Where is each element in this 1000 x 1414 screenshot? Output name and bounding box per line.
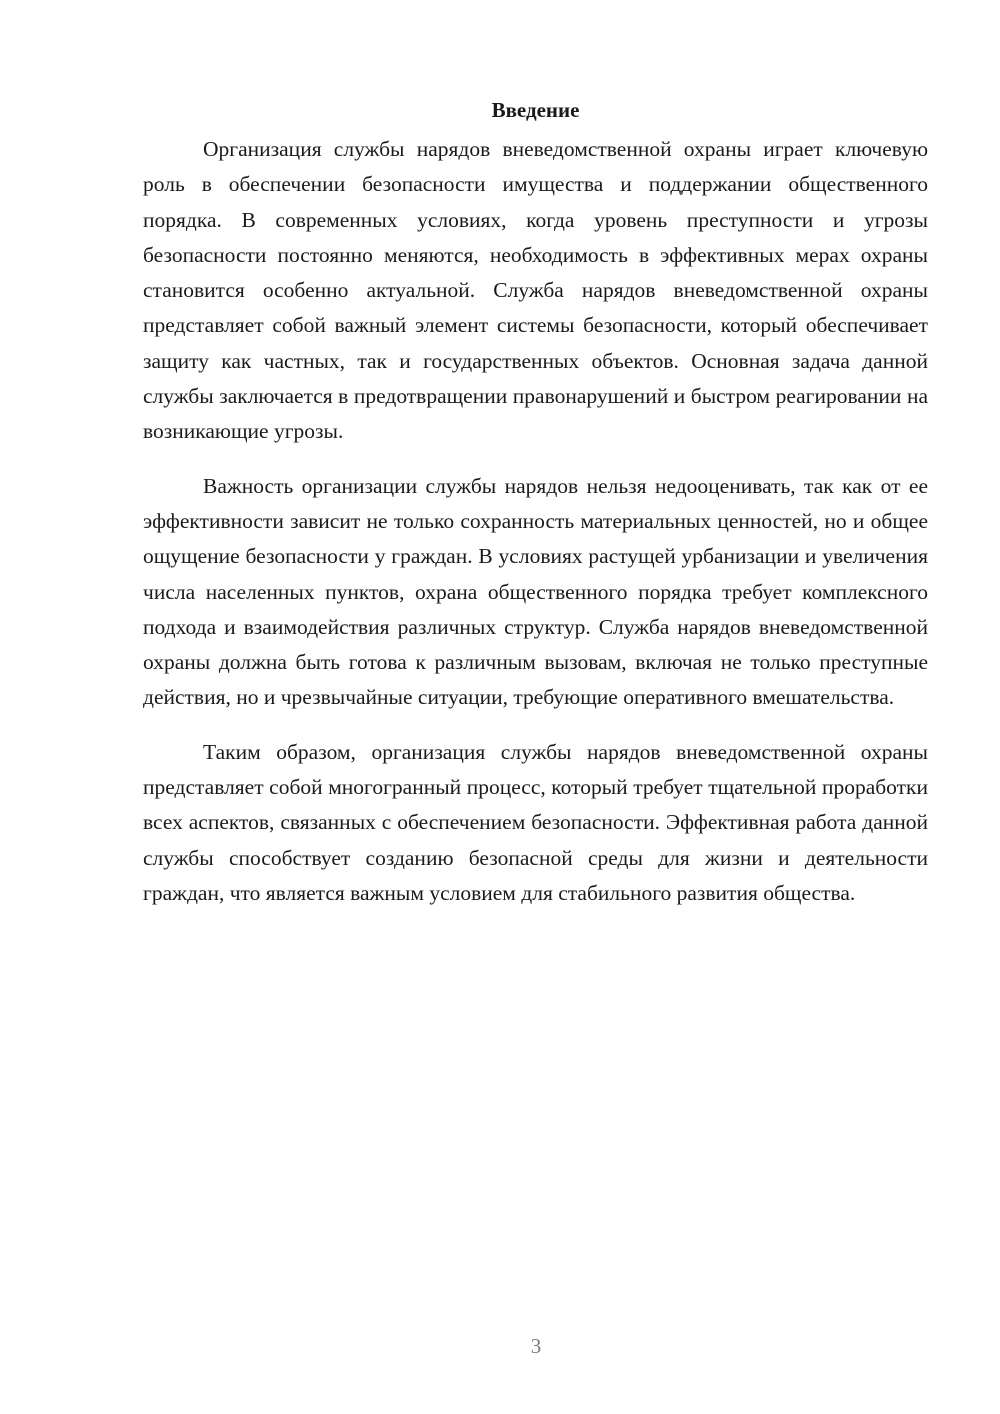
section-title: Введение: [491, 98, 580, 122]
paragraph-1: Организация службы нарядов вневедомственной охраны играет ключевую роль в обеспечении безопасности имущества и поддержании общественного порядка. В современных условиях, когда уровень преступности и угрозы безопасности постоянно меняются, необходимость в эффективных мерах охраны становится особенно актуальной. Служба нарядов вневедомственной охраны представляет собой важный элемент системы безопасности, который обеспечивает защиту как частных, так и государственных объектов. Основная задача данной службы заключается в предотвращении правонарушений и быстром реагировании на возникающие угрозы.: [143, 137, 928, 444]
page-number: 3: [530, 1334, 542, 1358]
paragraph-3: Таким образом, организация службы нарядов вневедомственной охраны представляет собой многогранный процесс, который требует тщательной проработки всех аспектов, связанных с обеспечением безопасности. Эффективная работа данной службы способствует созданию безопасной среды для жизни и деятельности граждан, что является важным условием для стабильного развития общества.: [143, 739, 928, 905]
page-content: [143, 96, 928, 911]
paragraph-2: Важность организации службы нарядов нельзя недооценивать, так как от ее эффективности зависит не только сохранность материальных ценностей, но и общее ощущение безопасности у граждан. В условиях растущей урбанизации и увеличения числа населенных пунктов, охрана общественного порядка требует комплексного подхода и взаимодействия различных структур. Служба нарядов вневедомственной охраны должна быть готова к различным вызовам, включая не только преступные действия, но и чрезвычайные ситуации, требующие оперативного вмешательства.: [143, 473, 928, 710]
